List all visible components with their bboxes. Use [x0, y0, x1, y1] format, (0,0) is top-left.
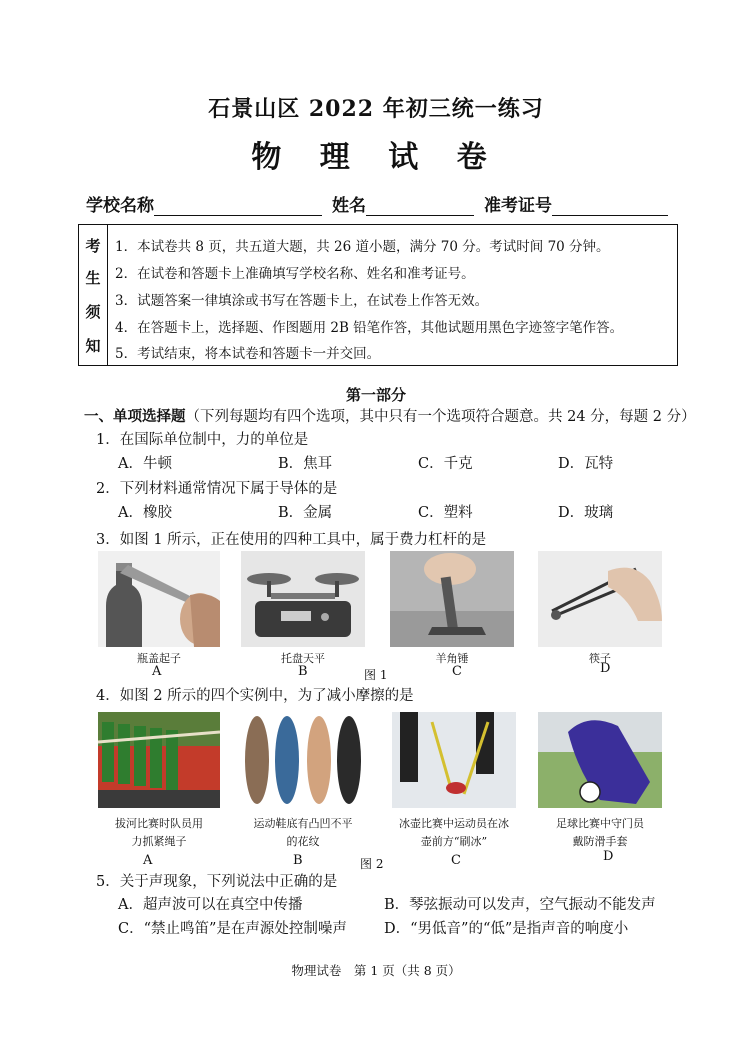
goalkeeper-glove-image	[538, 712, 662, 808]
name-blank	[366, 197, 474, 216]
q2-option-a: A．橡胶	[118, 505, 172, 521]
page-footer: 物理试卷 第 1 页（共 8 页）	[291, 963, 461, 978]
notice-item: 5．考试结束，将本试卷和答题卡一并交回。	[115, 346, 381, 362]
name-label: 姓名	[332, 196, 366, 216]
q1-option-c: C．千克	[418, 456, 473, 472]
part1-heading	[84, 405, 696, 426]
notice-item: 1．本试卷共 8 页，共五道大题，共 26 道小题，满分 70 分。考试时间 70 分钟。	[115, 239, 610, 255]
fig2-caption-c-line2: 壶前方“刷冰”	[420, 835, 488, 848]
bottle-opener-image	[98, 551, 220, 647]
school-field	[86, 191, 322, 216]
paper-title: 物 理 试 卷	[251, 140, 501, 175]
notice-item: 4．在答题卡上，选择题、作图题用 2B 铅笔作答，其他试题用黑色字迹签字笔作答。	[115, 320, 624, 336]
q1-option-d: D．瓦特	[558, 456, 614, 472]
notice-item: 2．在试卷和答题卡上准确填写学校名称、姓名和准考证号。	[115, 266, 475, 282]
q5-option-d: D．“男低音”的“低”是指声音的响度小	[384, 921, 629, 937]
q5-option-b: B．琴弦振动可以发声，空气振动不能发声	[384, 897, 656, 913]
curling-image	[392, 712, 516, 808]
fig2-letter-c: C	[451, 853, 461, 868]
exam-notice-box	[78, 224, 678, 366]
id-field	[484, 191, 668, 216]
q4-stem: 4．如图 2 所示的四个实例中，为了减小摩擦的是	[96, 688, 414, 704]
chopsticks-image	[538, 551, 662, 647]
notice-char: 须	[85, 303, 101, 321]
fig2-caption-a-line2: 力抓紧绳子	[131, 835, 187, 848]
name-field	[332, 191, 474, 216]
fig1-caption-a: 瓶盖起子	[137, 652, 181, 665]
fig2-letter-d: D	[603, 849, 614, 864]
notice-item: 3．试题答案一律填涂或书写在答题卡上，在试卷上作答无效。	[115, 293, 489, 309]
id-blank	[552, 197, 668, 216]
notice-char: 生	[85, 269, 101, 287]
q2-option-b: B．金属	[278, 505, 333, 521]
q1-option-b: B．焦耳	[278, 456, 333, 472]
fig1-letter-d: D	[600, 661, 611, 676]
part1-heading-rest: （下列每题均有四个选项，其中只有一个选项符合题意。共 24 分，每题 2 分）	[185, 409, 696, 425]
fig2-caption-d-line1: 足球比赛中守门员	[556, 817, 644, 830]
fig2-label: 图 2	[360, 857, 384, 871]
notice-side-label	[79, 225, 108, 365]
fig1-letter-b: B	[298, 664, 308, 679]
q1-stem: 1．在国际单位制中，力的单位是	[96, 432, 309, 448]
q2-option-d: D．玻璃	[558, 505, 614, 521]
fig1-caption-b: 托盘天平	[281, 652, 325, 665]
fig1-caption-c: 羊角锤	[435, 652, 469, 665]
part1-heading-bold: 一、单项选择题	[84, 408, 186, 425]
fig1-letter-a: A	[152, 664, 162, 679]
notice-char: 考	[85, 237, 101, 255]
fig2-caption-c-line1: 冰壶比赛中运动员在冰	[399, 817, 509, 830]
q5-option-a: A．超声波可以在真空中传播	[118, 897, 303, 913]
fig2-caption-b-line2: 的花纹	[286, 835, 320, 848]
tug-of-war-image	[98, 712, 220, 808]
school-label: 学校名称	[86, 196, 154, 216]
q2-option-c: C．塑料	[418, 505, 473, 521]
q2-stem: 2．下列材料通常情况下属于导体的是	[96, 481, 338, 497]
q3-stem: 3．如图 1 所示，正在使用的四种工具中，属于费力杠杆的是	[96, 532, 487, 548]
q5-option-c: C．“禁止鸣笛”是在声源处控制噪声	[118, 921, 347, 937]
claw-hammer-image	[390, 551, 514, 647]
fig2-caption-a-line1: 拔河比赛时队员用	[115, 817, 203, 830]
section-title: 第一部分	[345, 386, 406, 404]
fig1-letter-c: C	[452, 664, 462, 679]
q5-stem: 5．关于声现象，下列说法中正确的是	[96, 874, 338, 890]
school-blank	[154, 197, 322, 216]
balance-scale-image	[241, 551, 365, 647]
exam-title: 石景山区 2022 年初三统一练习	[208, 96, 544, 122]
fig2-caption-d-line2: 戴防滑手套	[572, 835, 628, 848]
id-label: 准考证号	[484, 196, 552, 216]
fig2-letter-b: B	[293, 853, 303, 868]
fig2-caption-b-line1: 运动鞋底有凸凹不平	[253, 817, 353, 830]
fig1-caption-d: 筷子	[589, 652, 611, 665]
notice-char: 知	[85, 337, 101, 355]
fig1-label: 图 1	[364, 668, 388, 682]
shoe-soles-image	[241, 712, 365, 808]
q1-option-a: A．牛顿	[118, 456, 172, 472]
fig2-letter-a: A	[143, 853, 153, 868]
